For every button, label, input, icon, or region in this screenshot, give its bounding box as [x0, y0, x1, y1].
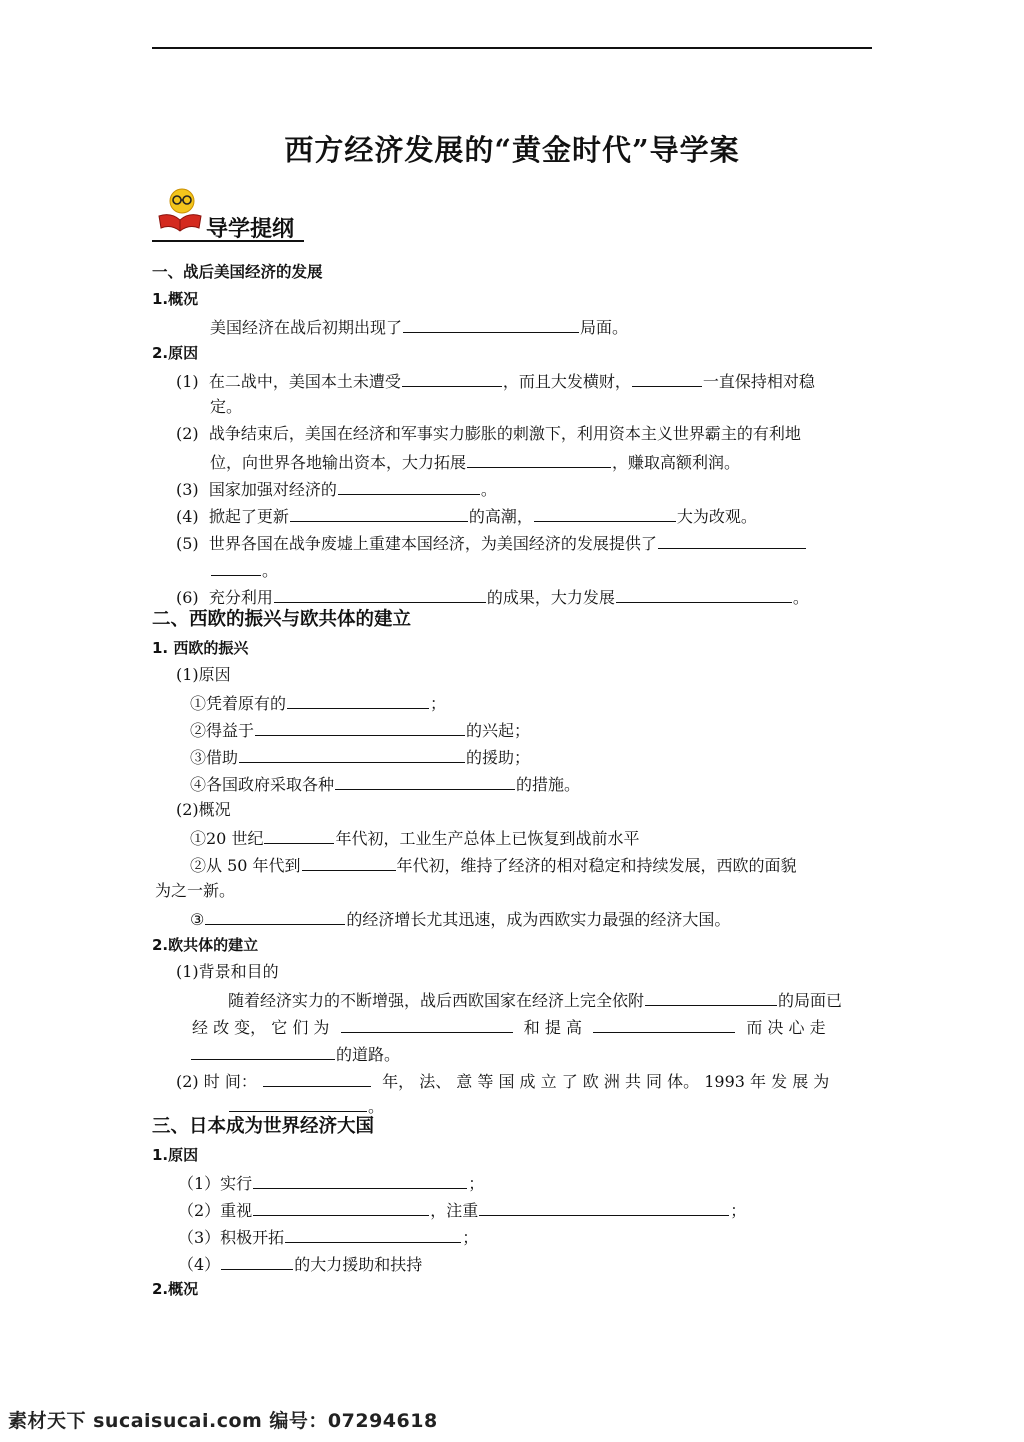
s3-overview-label: 2.概况: [152, 1280, 199, 1298]
s3-cause-label: 1.原因: [152, 1146, 199, 1164]
guide-heading: 导学提纲: [206, 217, 295, 242]
fill-blank[interactable]: [287, 691, 429, 709]
section-1-heading: 一、战后美国经济的发展: [152, 263, 323, 281]
fill-blank[interactable]: [229, 1094, 367, 1112]
s2-background-1: 随着经济实力的不断增强，战后西欧国家在经济上完全依附 的局面已: [228, 988, 842, 1012]
s3-cause-3: （3）积极开拓 ；: [178, 1225, 478, 1249]
top-rule: [152, 47, 872, 49]
fill-blank[interactable]: [221, 1252, 293, 1270]
s3-cause-1: （1）实行 ；: [178, 1171, 484, 1195]
fill-blank[interactable]: [264, 826, 334, 844]
s1-cause-2: (2) 战争结束后，美国在经济和军事实力膨胀的刺激下，利用资本主义世界霸主的有利地: [176, 424, 801, 443]
section-2-heading: 二、西欧的振兴与欧共体的建立: [152, 609, 412, 630]
s2-cause-4: ④各国政府采取各种 的措施。: [190, 772, 580, 796]
s1-cause-2-cont: 位，向世界各地输出资本，大力拓展 ，赚取高额利润。: [210, 450, 740, 474]
fill-blank[interactable]: [205, 907, 345, 925]
fill-blank[interactable]: [335, 772, 515, 790]
s2-cause-label: (1)原因: [176, 665, 231, 684]
s2-overview-label: (2)概况: [176, 800, 231, 819]
s2-overview-2-cont: 为之一新。: [155, 881, 236, 900]
fill-blank[interactable]: [253, 1198, 429, 1216]
page-title: 西方经济发展的“黄金时代”导学案: [284, 133, 740, 167]
fill-blank[interactable]: [239, 745, 465, 763]
fill-blank[interactable]: [253, 1171, 467, 1189]
fill-blank[interactable]: [285, 1225, 461, 1243]
s1-cause-5-cont: 。: [210, 558, 278, 582]
fill-blank[interactable]: [632, 369, 702, 387]
s3-cause-4: （4） 的大力援助和扶持: [178, 1252, 422, 1276]
s1-cause-4: (4) 掀起了更新 的高潮， 大为改观。: [176, 504, 757, 528]
fill-blank[interactable]: [290, 504, 468, 522]
s2-cause-2: ②得益于 的兴起；: [190, 718, 530, 742]
s2-background-label: (1)背景和目的: [176, 962, 279, 981]
s1-cause-label: 2.原因: [152, 344, 199, 362]
fill-blank[interactable]: [191, 1042, 335, 1060]
s2-background-3: 的道路。: [190, 1042, 400, 1066]
s2-cause-1: ①凭着原有的 ；: [190, 691, 446, 715]
watermark: 素材天下 sucaisucai.com 编号：07294618: [8, 1410, 438, 1432]
fill-blank[interactable]: [658, 531, 806, 549]
fill-blank[interactable]: [302, 853, 396, 871]
s2-background-2: 经 改 变， 它 们 为 和 提 高 而 决 心 走: [192, 1015, 826, 1039]
s1-overview-label: 1.概况: [152, 290, 199, 308]
fill-blank[interactable]: [402, 369, 502, 387]
fill-blank[interactable]: [467, 450, 611, 468]
guide-underline: [152, 240, 304, 242]
s2-time: (2) 时 间： 年， 法、 意 等 国 成 立 了 欧 洲 共 同 体。 1993 年 发 展 为: [176, 1069, 829, 1093]
fill-blank[interactable]: [534, 504, 676, 522]
s3-cause-2: （2）重视 ，注重 ；: [178, 1198, 746, 1222]
s2-rise-label: 1. 西欧的振兴: [152, 639, 249, 657]
reading-mascot-icon: [155, 186, 205, 236]
s1-overview-line: 美国经济在战后初期出现了 局面。: [210, 315, 628, 339]
fill-blank[interactable]: [338, 477, 480, 495]
fill-blank[interactable]: [255, 718, 465, 736]
fill-blank[interactable]: [616, 585, 792, 603]
s2-ec-label: 2.欧共体的建立: [152, 936, 259, 954]
s1-cause-3: (3) 国家加强对经济的 。: [176, 477, 497, 501]
fill-blank[interactable]: [403, 315, 579, 333]
fill-blank[interactable]: [593, 1015, 735, 1033]
s1-cause-5: (5) 世界各国在战争废墟上重建本国经济，为美国经济的发展提供了: [176, 531, 807, 555]
s2-time-cont: 。: [228, 1094, 384, 1118]
fill-blank[interactable]: [341, 1015, 513, 1033]
s2-overview-2: ②从 50 年代到 年代初，维持了经济的相对稳定和持续发展，西欧的面貌: [190, 853, 797, 877]
fill-blank[interactable]: [211, 558, 261, 576]
fill-blank[interactable]: [274, 585, 486, 603]
s2-cause-3: ③借助 的援助；: [190, 745, 530, 769]
s1-cause-1-cont: 定。: [210, 397, 243, 416]
fill-blank[interactable]: [263, 1069, 371, 1087]
fill-blank[interactable]: [645, 988, 777, 1006]
s2-overview-3: ③ 的经济增长尤其迅速，成为西欧实力最强的经济大国。: [190, 907, 730, 931]
section-3-heading: 三、日本成为世界经济大国: [152, 1116, 375, 1137]
s1-cause-6: (6) 充分利用 的成果，大力发展 。: [176, 585, 809, 609]
fill-blank[interactable]: [479, 1198, 729, 1216]
s2-overview-1: ①20 世纪 年代初，工业生产总体上已恢复到战前水平: [190, 826, 639, 850]
s1-cause-1: (1) 在二战中，美国本土未遭受 ，而且大发横财， 一直保持相对稳: [176, 369, 815, 393]
